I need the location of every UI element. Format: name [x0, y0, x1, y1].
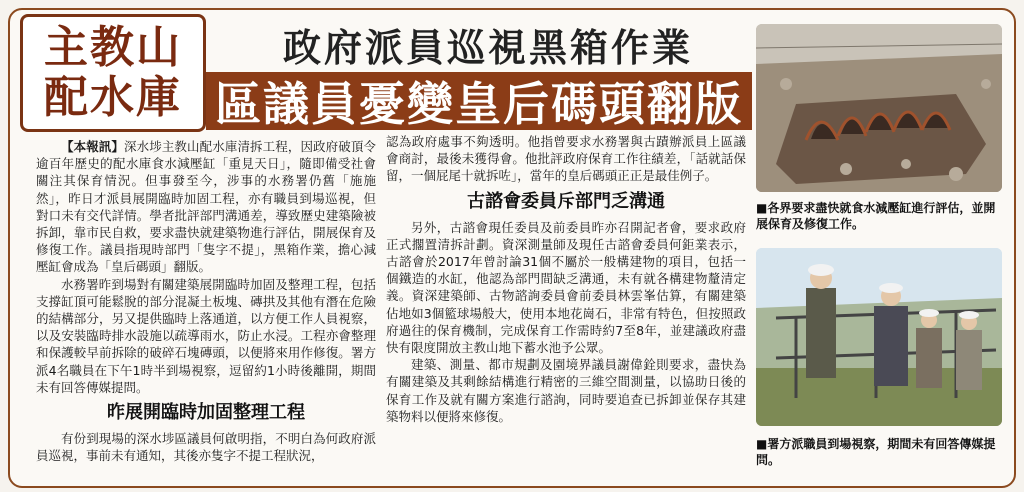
paragraph: 有份到現場的深水埗區議員何啟明指，不明白為何政府派員巡視，事前未有通知，其後亦隻字不提工程狀況，	[36, 431, 376, 464]
kicker-line1: 主教山	[44, 22, 182, 73]
paragraph: 水務署昨到場對有關建築展開臨時加固及整理工程，包括支撐缸頂可能鬆脫的部分混凝土板塊、磚拱及其他有潛在危險的結構部分，另又提供臨時上落通道，以方便工作人員視察，以及安裝臨時排水設施以疏導雨水，防止水浸。工程亦會整理和保護較早前拆除的破碎石塊磚頭，以便將來用作修復。署方派4名職員在下午1時半到場視察，逗留約1小時後離開，期間未有回答傳媒提問。	[36, 276, 376, 395]
photo-caption-2: ■署方派職員到場視察，期間未有回答傳媒提問。	[756, 437, 996, 467]
photo-caption-1: ■各界要求盡快就食水減壓缸進行評估，並開展保育及修復工作。	[756, 201, 996, 231]
article-column-1	[36, 138, 376, 464]
paragraph: 認為政府處事不夠透明。他指曾要求水務署與古蹟辦派員上區議會商討，最後未獲得會。他批評政府保育工作往績差，「話就話保留，一個屁尾十就拆咗」，當年的皇后碼頭正正是最佳例子。	[386, 134, 746, 184]
article-column-2	[386, 133, 746, 425]
paragraph: 【本報訊】深水埗主教山配水庫清拆工程，因政府破頂令逾百年歷史的配水庫食水減壓缸「重見天日」，隨即備受社會關注其保育情況。但事發至今，涉事的水務署仍舊「施施然」，昨日才派員展開臨時加固工程，亦有職員到場巡視，但對口未有交代詳情。學者批評部門溝通差，導致歷史建築險被拆卸，靠市民自救，要求盡快就建築物進行評估，開展保育及修復工作。議員指現時部門「隻字不提」，黑箱作業，擔心減壓缸會成為「皇后碼頭」翻版。	[36, 139, 376, 275]
paragraph: 建築、測量、都市規劃及園境界議員謝偉銓則要求，盡快為有關建築及其剩餘結構進行精密的三維空間測量，以協助日後的保育工作及就有關方案進行諮詢，同時要追查已拆卸並保存其建築物料以便將來修復。	[386, 357, 746, 424]
kicker-line2: 配水庫	[44, 72, 182, 123]
inspection-staff-photo	[756, 248, 1002, 426]
news-tag: 【本報訊】	[61, 139, 125, 154]
headline-bar	[206, 72, 752, 130]
reservoir-ruins-photo	[756, 24, 1002, 192]
photo-illustration-1	[756, 24, 1002, 192]
photo-illustration-2	[756, 248, 1002, 426]
kicker-box	[20, 14, 206, 132]
paragraph: 另外，古諮會現任委員及前委員昨亦召開記者會，要求政府正式擱置清拆計劃。資深測量師及現任古諮會委員何鉅業表示，古諮會於2017年曾討論31個不屬於一般構建物的項目，包括一個鐵造的水缸，他認為部門間缺乏溝通，未有就各構建物釐清定義。資深建築師、古物諮詢委員會前委員林雲峯估算，有關建築佔地如3個籃球場般大，使用本地花崗石，非常有特色，但按照政府過往的保育機制，完成保育工作需時約7至8年，並建議政府盡快有限度開放主教山地下蓄水池予公眾。	[386, 219, 746, 356]
headline-main: 區議員憂變皇后碼頭翻版	[215, 77, 743, 131]
subheading: 古諮會委員斥部門乏溝通	[467, 190, 665, 212]
headline-top: 政府派員巡視黑箱作業	[282, 25, 693, 70]
subheading: 昨展開臨時加固整理工程	[107, 402, 305, 424]
